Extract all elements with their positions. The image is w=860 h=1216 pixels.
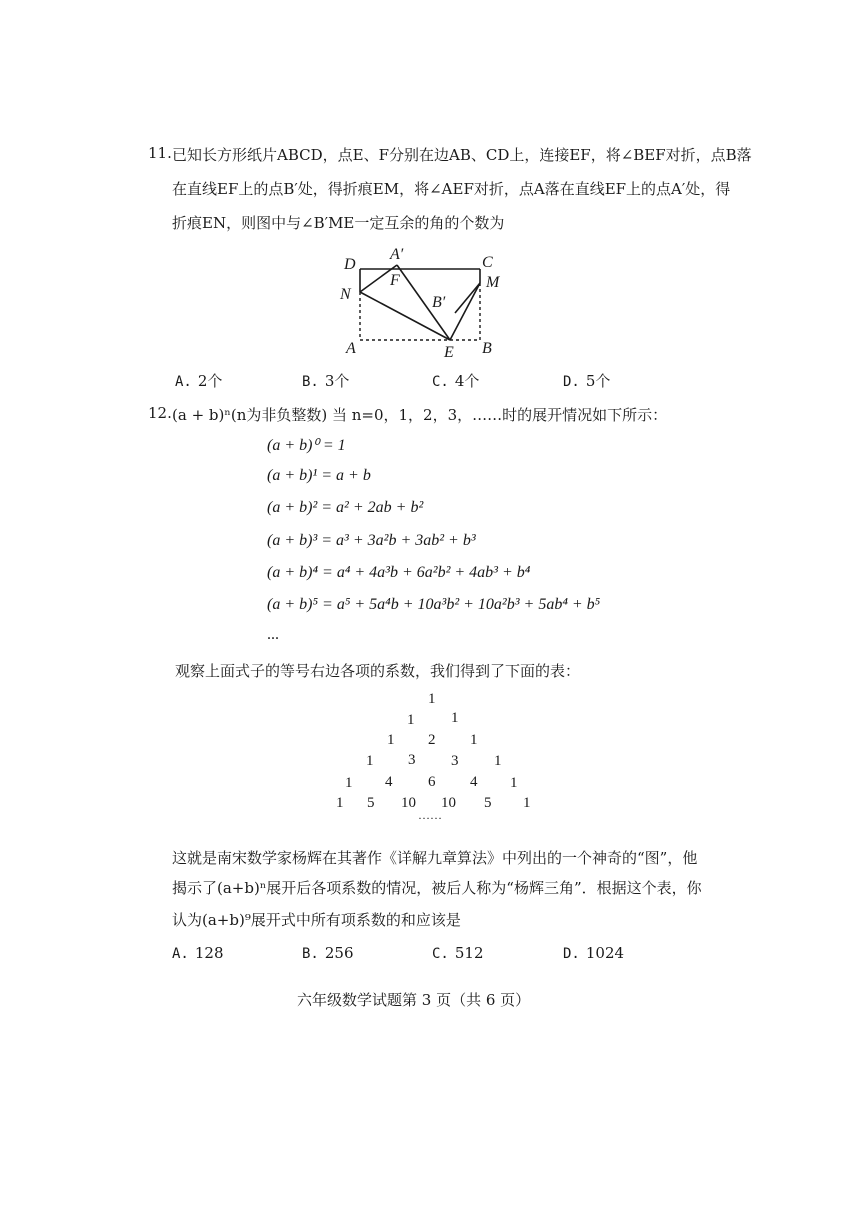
tri-r5-c4: 5 — [484, 795, 492, 811]
tri-r3-c1: 3 — [408, 752, 416, 768]
q12-observe-text: 观察上面式子的等号右边各项的系数，我们得到了下面的表： — [175, 662, 581, 680]
label-M: M — [486, 274, 500, 291]
q12-text-line-1: (a + b)ⁿ(n为非负整数) 当 n=0，1，2，3，……时的展开情况如下所示： — [172, 406, 668, 424]
label-E: E — [444, 344, 454, 361]
equation-n4: (a + b)⁴ = a⁴ + 4a³b + 6a²b² + 4ab³ + b⁴ — [267, 564, 531, 581]
q12-paragraph-line-1: 这就是南宋数学家杨辉在其著作《详解九章算法》中列出的一个神奇的“图”，他 — [172, 849, 698, 867]
tri-r3-c0: 1 — [366, 753, 374, 769]
q11-option-a[interactable]: A. 2个 — [175, 372, 223, 390]
tri-r3-c3: 1 — [494, 753, 502, 769]
label-F: F — [390, 272, 400, 289]
q11-option-c[interactable]: C. 4个 — [432, 372, 480, 390]
label-A: A — [346, 340, 356, 357]
tri-r2-c0: 1 — [387, 732, 395, 748]
label-A-prime: A′ — [390, 246, 404, 263]
tri-r4-c0: 1 — [345, 775, 353, 791]
equation-n0: (a + b)⁰ = 1 — [267, 437, 346, 454]
q12-option-c[interactable]: C. 512 — [432, 944, 484, 962]
fold-MB-prime — [455, 283, 480, 313]
q11-text-line-3: 折痕EN，则图中与∠B′ME一定互余的角的个数为 — [172, 214, 505, 232]
tri-r5-c3: 10 — [441, 795, 456, 811]
label-B-prime: B′ — [432, 294, 446, 311]
equation-n3: (a + b)³ = a³ + 3a²b + 3ab² + b³ — [267, 532, 476, 549]
q12-paragraph-line-3: 认为(a+b)⁹展开式中所有项系数的和应该是 — [172, 911, 461, 929]
q11-option-b[interactable]: B. 3个 — [302, 372, 350, 390]
q12-option-a[interactable]: A. 128 — [172, 944, 224, 962]
label-B: B — [482, 340, 492, 357]
q11-text-line-2: 在直线EF上的点B′处，得折痕EM，将∠AEF对折，点A落在直线EF上的点A′处，得 — [172, 180, 731, 198]
q11-number: 11. — [148, 144, 172, 162]
tri-r4-c4: 1 — [510, 775, 518, 791]
label-N: N — [340, 286, 351, 303]
tri-r1-c0: 1 — [407, 712, 415, 728]
equation-ellipsis: ... — [267, 626, 279, 643]
crease-ME — [450, 283, 480, 340]
tri-r4-c3: 4 — [470, 774, 478, 790]
tri-dots: …… — [418, 808, 442, 822]
tri-r2-c1: 2 — [428, 732, 436, 748]
tri-r5-c5: 1 — [523, 795, 531, 811]
tri-r5-c1: 5 — [367, 795, 375, 811]
q11-figure — [330, 245, 520, 365]
tri-r4-c1: 4 — [385, 774, 393, 790]
equation-n5: (a + b)⁵ = a⁵ + 5a⁴b + 10a³b² + 10a²b³ + 5ab⁴ + b⁵ — [267, 596, 601, 613]
tri-r2-c2: 1 — [470, 732, 478, 748]
tri-r5-c0: 1 — [336, 795, 344, 811]
tri-r1-c1: 1 — [451, 710, 459, 726]
q12-option-d[interactable]: D. 1024 — [563, 944, 625, 962]
tri-r3-c2: 3 — [451, 753, 459, 769]
equation-n2: (a + b)² = a² + 2ab + b² — [267, 499, 424, 516]
page-footer: 六年级数学试题第 3 页（共 6 页） — [297, 991, 531, 1009]
label-D: D — [344, 256, 356, 273]
q12-paragraph-line-2: 揭示了(a+b)ⁿ展开后各项系数的情况，被后人称为“杨辉三角”．根据这个表，你 — [172, 879, 702, 897]
q11-text-line-1: 已知长方形纸片ABCD，点E、F分别在边AB、CD上，连接EF，将∠BEF对折，点B落 — [172, 146, 752, 164]
tri-r0-c0: 1 — [428, 691, 436, 707]
tri-r5-c2: 10 — [401, 795, 416, 811]
q12-number: 12. — [148, 404, 172, 422]
tri-r4-c2: 6 — [428, 774, 436, 790]
q12-option-b[interactable]: B. 256 — [302, 944, 354, 962]
equation-n1: (a + b)¹ = a + b — [267, 467, 371, 484]
label-C: C — [482, 254, 493, 271]
q11-option-d[interactable]: D. 5个 — [563, 372, 611, 390]
